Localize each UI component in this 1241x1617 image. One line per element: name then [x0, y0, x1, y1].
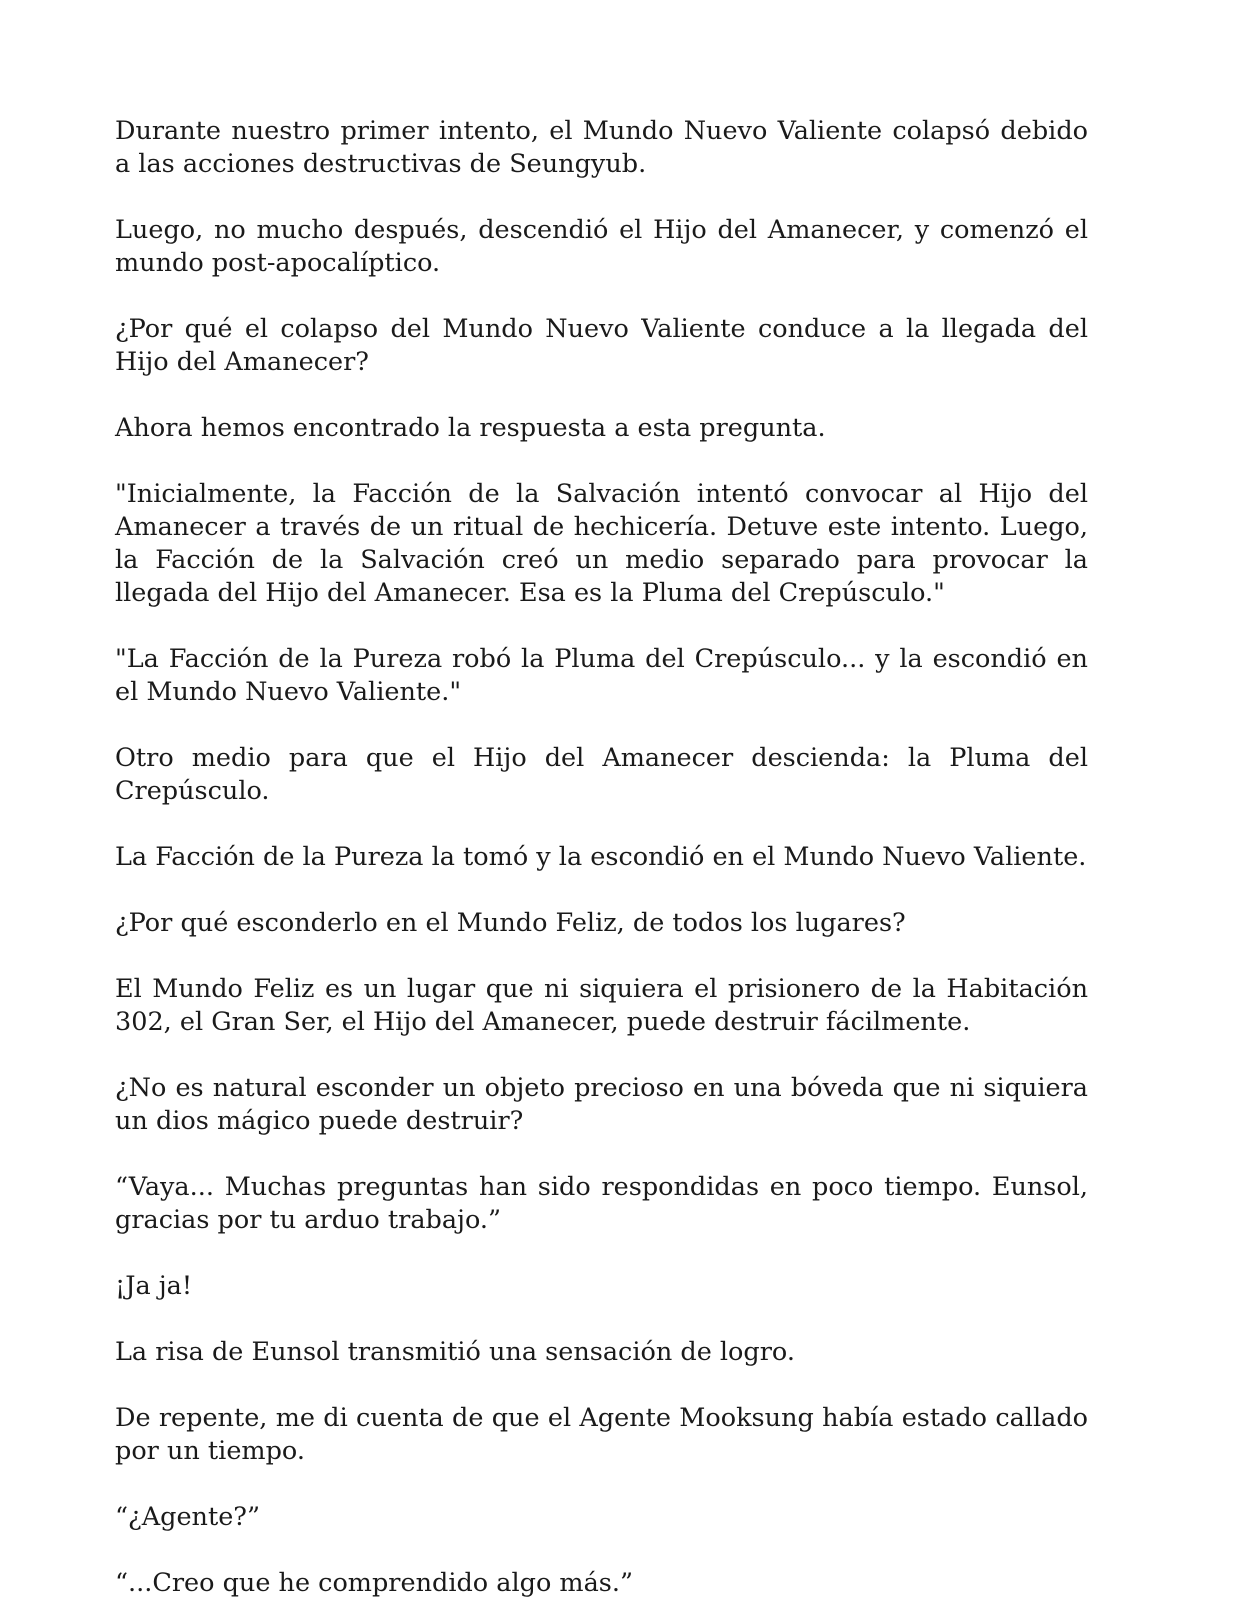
paragraph: “¿Agente?”: [115, 1502, 261, 1532]
paragraph: Durante nuestro primer intento, el Mundo Nuevo Valiente colapsó debido a las acciones destructivas de Seungyub.: [115, 116, 1088, 179]
paragraph: Otro medio para que el Hijo del Amanecer descienda: la Pluma del Crepúsculo.: [115, 743, 1088, 806]
document-body: [115, 115, 1088, 1617]
paragraph: Ahora hemos encontrado la respuesta a esta pregunta.: [115, 413, 826, 443]
paragraph: De repente, me di cuenta de que el Agente Mooksung había estado callado por un tiempo.: [115, 1403, 1088, 1466]
paragraph: “...Creo que he comprendido algo más.”: [115, 1568, 634, 1598]
paragraph: "La Facción de la Pureza robó la Pluma del Crepúsculo... y la escondió en el Mundo Nuevo Valiente.": [115, 644, 1088, 707]
paragraph: El Mundo Feliz es un lugar que ni siquiera el prisionero de la Habitación 302, el Gran Ser, el Hijo del Amanecer, puede destruir fácilmente.: [115, 974, 1088, 1037]
paragraph: ¿Por qué esconderlo en el Mundo Feliz, de todos los lugares?: [115, 908, 906, 938]
paragraph: "Inicialmente, la Facción de la Salvación intentó convocar al Hijo del Amanecer a través de un ritual de hechicería. Detuve este intento. Luego, la Facción de la Salvación creó un medio separado para provocar la llegada del Hijo del Amanecer. Esa es la Pluma del Crepúsculo.": [115, 479, 1088, 608]
paragraph: ¿No es natural esconder un objeto precioso en una bóveda que ni siquiera un dios mágico puede destruir?: [115, 1073, 1088, 1136]
paragraph: ¿Por qué el colapso del Mundo Nuevo Valiente conduce a la llegada del Hijo del Amanecer?: [115, 314, 1088, 377]
paragraph: La risa de Eunsol transmitió una sensación de logro.: [115, 1337, 795, 1367]
paragraph: “Vaya... Muchas preguntas han sido respondidas en poco tiempo. Eunsol, gracias por tu arduo trabajo.”: [115, 1172, 1088, 1235]
paragraph: La Facción de la Pureza la tomó y la escondió en el Mundo Nuevo Valiente.: [115, 842, 1087, 872]
paragraph: Luego, no mucho después, descendió el Hijo del Amanecer, y comenzó el mundo post-apocalíptico.: [115, 215, 1088, 278]
paragraph: ¡Ja ja!: [115, 1271, 193, 1301]
